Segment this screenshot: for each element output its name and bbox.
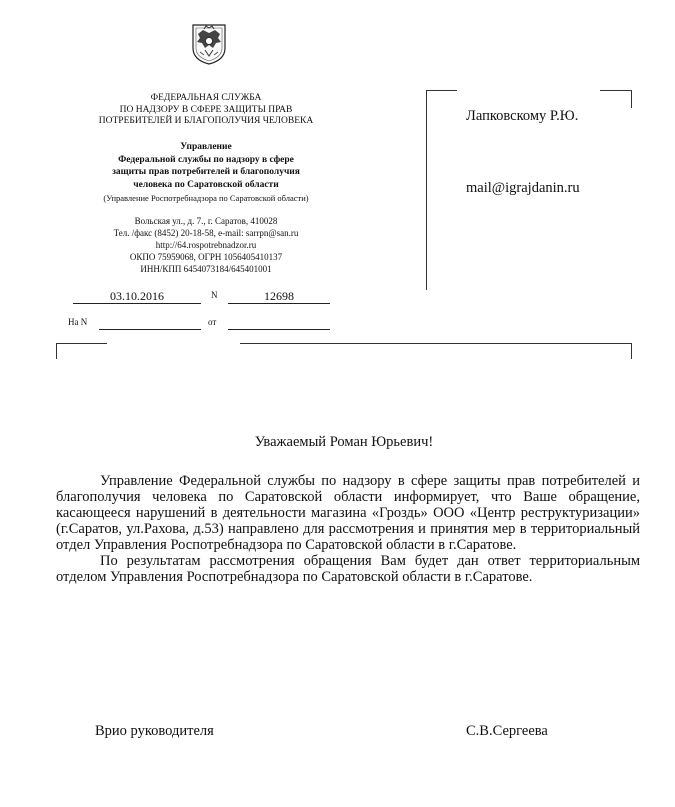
recipient-corner-line <box>600 90 631 91</box>
agency-line: ФЕДЕРАЛЬНАЯ СЛУЖБА <box>150 93 262 103</box>
department-line: защиты прав потребителей и благополучия <box>112 167 300 177</box>
recipient-corner-line <box>426 90 457 91</box>
coat-of-arms-icon <box>188 22 230 66</box>
agency-name <box>56 93 356 128</box>
ref-date-line <box>228 329 330 330</box>
subject-corner-line <box>56 343 57 359</box>
recipient-corner-line <box>631 90 632 108</box>
from-label: от <box>208 317 217 327</box>
contact-phone: Тел. /факс (8452) 20-18-58, e-mail: sarrpn@san.ru <box>113 228 299 238</box>
department-line: Федеральной службы по надзору в сфере <box>118 154 294 165</box>
recipient-email: mail@igrajdanin.ru <box>466 180 580 196</box>
ref-label: На N <box>68 317 88 327</box>
recipient-corner-line <box>426 90 427 290</box>
department-line: Управление <box>180 142 232 152</box>
department-name <box>56 141 356 191</box>
number-label: N <box>211 290 218 300</box>
subject-corner-line <box>631 343 632 359</box>
subject-corner-line <box>240 343 632 344</box>
contacts-block <box>56 215 356 275</box>
outgoing-date: 03.10.2016 <box>73 289 201 304</box>
outgoing-number: 12698 <box>228 289 330 304</box>
signer-title: Врио руководителя <box>95 723 214 739</box>
contact-address: Вольская ул., д. 7., г. Саратов, 410028 <box>134 216 278 226</box>
contact-okpo: ОКПО 75959068, ОГРН 1056405410137 <box>129 252 283 262</box>
letter-body <box>56 473 640 585</box>
contact-inn: ИНН/КПП 6454073184/645401001 <box>140 264 272 274</box>
recipient-name: Лапковскому Р.Ю. <box>466 108 579 124</box>
salutation: Уважаемый Роман Юрьевич! <box>254 434 434 450</box>
agency-line: ПО НАДЗОРУ В СФЕРЕ ЗАЩИТЫ ПРАВ <box>119 104 293 115</box>
agency-line: ПОТРЕБИТЕЛЕЙ И БЛАГОПОЛУЧИЯ ЧЕЛОВЕКА <box>98 116 314 126</box>
ref-number-line <box>99 329 201 330</box>
department-short-name: (Управление Роспотребнадзора по Саратовской области) <box>103 193 309 203</box>
paragraph: Управление Федеральной службы по надзору в сфере защиты прав потребителей и благополучия человека по Саратовской области информирует, что Ваше обращение, касающееся нарушений в деятельности магазина «Гроздь» ООО «Центр реструктуризации» (г.Саратов, ул.Рахова, д.53) направлено для рассмотрения и принятия мер в территориальный отдел Управления Роспотребнадзора по Саратовской области в г.Саратове. <box>56 473 640 553</box>
subject-corner-line <box>56 343 107 344</box>
paragraph: По результатам рассмотрения обращения Вам будет дан ответ территориальным отделом Управления Роспотребнадзора по Саратовской области в г.Саратове. <box>56 553 640 585</box>
contact-website: http://64.rospotrebnadzor.ru <box>155 240 257 250</box>
signer-name: С.В.Сергеева <box>466 723 548 739</box>
department-line: человека по Саратовской области <box>133 179 279 190</box>
